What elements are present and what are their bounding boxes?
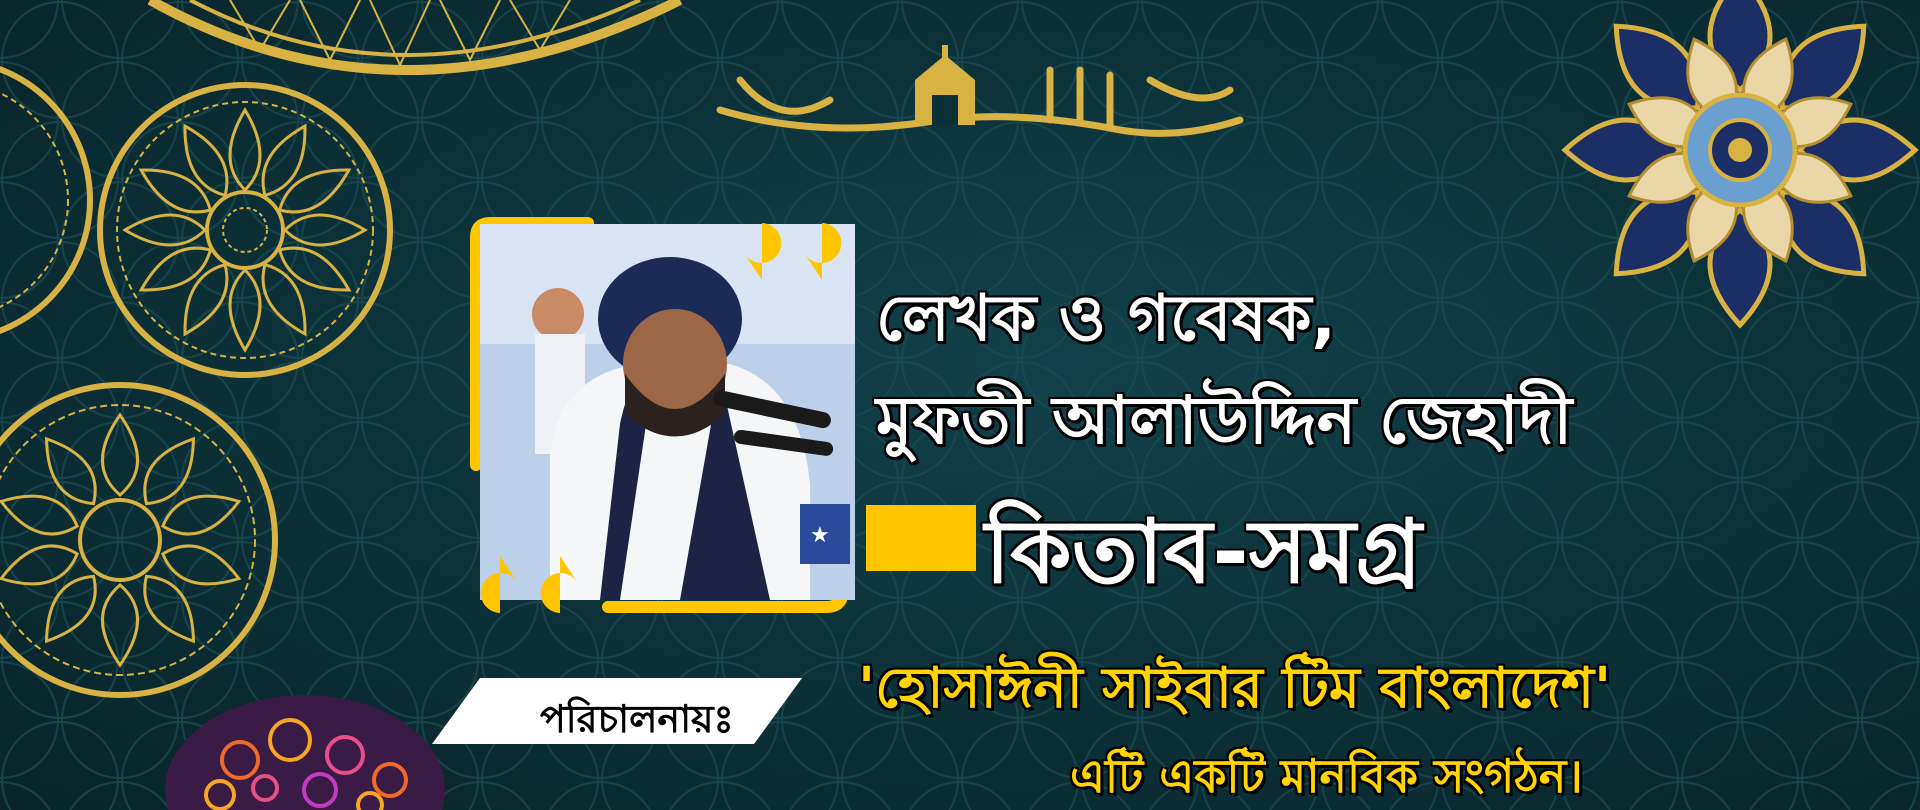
photo-sign-star: ★ bbox=[810, 523, 830, 548]
quote-mark-icon-top bbox=[740, 218, 860, 288]
flower-ornament-bottom-left bbox=[160, 670, 450, 810]
quote-mark-icon-bottom bbox=[470, 548, 590, 618]
title-line-3: কিতাব-সমগ্র bbox=[985, 500, 1422, 603]
managed-by-label: পরিচালনায়ঃ bbox=[540, 697, 734, 741]
mandala-ornament-left-edge bbox=[0, 40, 100, 360]
title-line-1: লেখক ও গবেষক, bbox=[876, 282, 1336, 356]
bismillah-calligraphy bbox=[700, 40, 1260, 150]
mandala-ornament-left-2 bbox=[0, 380, 280, 700]
organization-tagline: এটি একটি মানবিক সংগঠন। bbox=[1070, 749, 1583, 803]
mandala-ornament-left-1 bbox=[95, 80, 395, 380]
yellow-accent-block bbox=[866, 505, 976, 571]
title-line-2: মুফতী আলাউদ্দিন জেহাদী bbox=[876, 382, 1573, 459]
organization-name: 'হোসাঈনী সাইবার টিম বাংলাদেশ' bbox=[858, 656, 1612, 721]
flower-ornament-top-right bbox=[1540, 0, 1920, 340]
